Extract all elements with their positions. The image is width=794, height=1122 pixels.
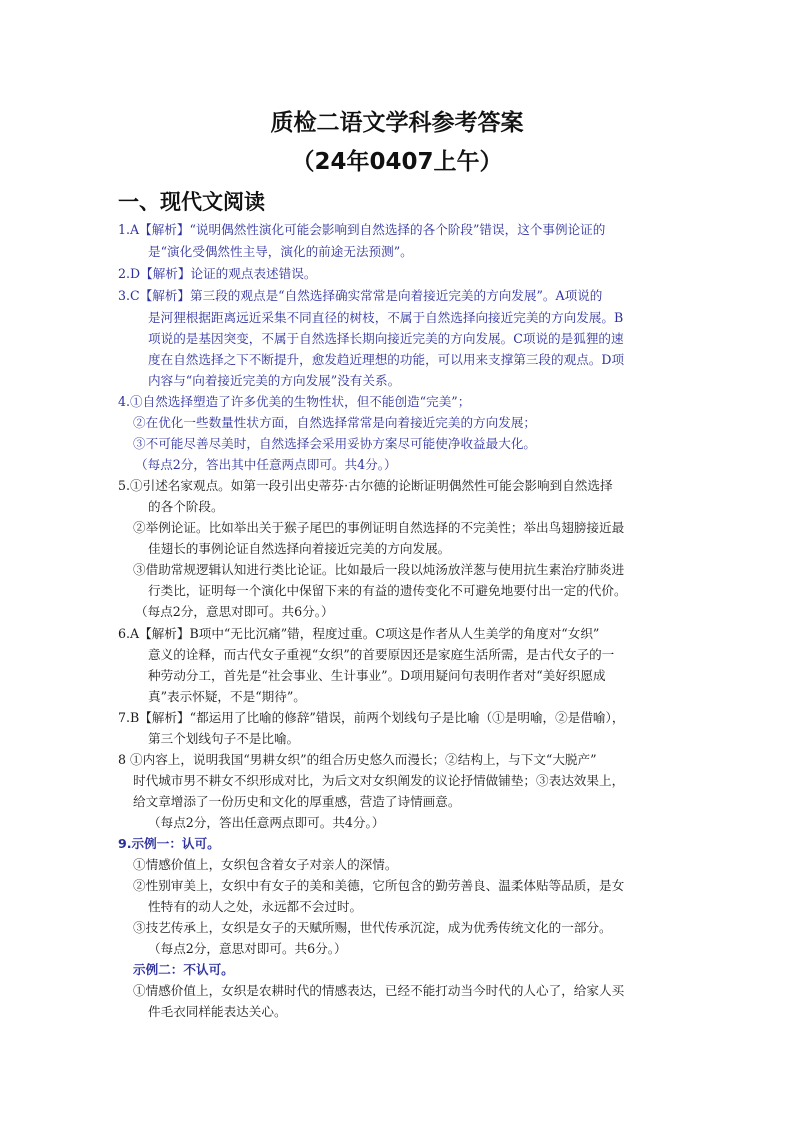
- answer-line-q4-point: ②在优化一些数量性状方面，自然选择常常是向着接近完美的方向发展；: [133, 415, 536, 430]
- answer-line-q5-score: （每点2分，意思对即可。共6分。）: [135, 604, 334, 619]
- answer-line-q9-cont: 件毛衣同样能表达关心。: [148, 1004, 287, 1019]
- answer-line-q8: 8 ①内容上，说明我国“男耕女织”的组合历史悠久而漫长；②结构上，与下文“大脱产”: [118, 752, 597, 767]
- answer-line-q7: 7.B【解析】“都运用了比喻的修辞”错误，前两个划线句子是比喻（①是明喻，②是借喻），: [118, 710, 625, 725]
- answer-line-q3-cont: 度在自然选择之下不断提升，愈发趋近理想的功能，可以用来支撑第三段的观点。D项: [148, 352, 625, 367]
- answer-line-q6-cont: 意义的诠释，而古代女子重视“女织”的首要原因还是家庭生活所需，是古代女子的一: [148, 647, 615, 662]
- answer-line-q4-point: ③不可能尽善尽美时，自然选择会采用妥协方案尽可能使净收益最大化。: [133, 436, 536, 451]
- answer-line-q9-point: ②性别审美上，女织中有女子的美和美德，它所包含的勤劳善良、温柔体贴等品质，是女: [133, 878, 625, 893]
- answer-line-q9-point: ①情感价值上，女织包含着女子对亲人的深情。: [133, 857, 398, 872]
- answer-line-q3-cont: 项说的是基因突变，不属于自然选择长期向接近完美的方向发展。C项说的是狐狸的速: [148, 331, 624, 346]
- answer-line-q9-example1: 9.示例一：认可。: [118, 836, 220, 851]
- answer-line-q4-score: （每点2分，答出其中任意两点即可。共4分。）: [135, 457, 397, 472]
- answer-line-q4: 4.①自然选择塑造了许多优美的生物性状，但不能创造“完美”；: [118, 394, 471, 409]
- answer-line-q9-point: ①情感价值上，女织是农耕时代的情感表达，已经不能打动当今时代的人心了，给家人买: [133, 983, 625, 998]
- answer-line-q3-cont: 是河狸根据距离远近采集不同直径的树枝，不属于自然选择向接近完美的方向发展。B: [148, 310, 624, 325]
- answer-line-q6: 6.A【解析】B项中“无比沉痛”错，程度过重。C项这是作者从人生美学的角度对“女织”: [118, 626, 600, 641]
- answer-line-q8-score: （每点2分，答出任意两点即可。共4分。）: [148, 815, 385, 830]
- answer-line-q8-cont: 给文章增添了一份历史和文化的厚重感，营造了诗情画意。: [133, 794, 461, 809]
- answer-line-q9-score: （每点2分，意思对即可。共6分。）: [148, 941, 347, 956]
- answer-line-q6-cont: 种劳动分工，首先是“社会事业、生计事业”。D项用疑问句表明作者对“美好织愿成: [148, 668, 606, 683]
- answer-line-q3-cont: 内容与“向着接近完美的方向发展”没有关系。: [148, 373, 401, 388]
- answer-line-q7-cont: 第三个划线句子不是比喻。: [148, 731, 300, 746]
- page-subtitle: （24年0407上午）: [291, 149, 503, 175]
- answer-line-q5-cont: 的各个阶段。: [148, 499, 224, 514]
- answer-line-q1-cont: 是“演化受偶然性主导，演化的前途无法预测”。: [148, 244, 413, 259]
- answer-line-q2: 2.D【解析】论证的观点表述错误。: [118, 266, 317, 281]
- answer-line-q5: 5.①引述名家观点。如第一段引出史蒂芬·古尔德的论断证明偶然性可能会影响到自然选择: [118, 478, 613, 493]
- page-title: 质检二语文学科参考答案: [270, 110, 524, 136]
- answer-line-q5-point: ③借助常规逻辑认知进行类比论证。比如最后一段以炖汤放洋葱与使用抗生素治疗肺炎进: [133, 562, 625, 577]
- answer-line-q5-cont: 行类比，证明每一个演化中保留下来的有益的遗传变化不可避免地要付出一定的代价。: [148, 583, 627, 598]
- answer-line-q9-point: ③技艺传承上，女织是女子的天赋所赐，世代传承沉淀，成为优秀传统文化的一部分。: [133, 920, 612, 935]
- section-heading: 一、现代文阅读: [118, 190, 265, 214]
- answer-line-q9-cont: 性特有的动人之处，永远都不会过时。: [148, 899, 363, 914]
- answer-line-q6-cont: 真”表示怀疑，不是“期待”。: [148, 689, 306, 704]
- answer-line-q1: 1.A【解析】“说明偶然性演化可能会影响到自然选择的各个阶段”错误，这个事例论证的: [118, 222, 606, 237]
- answer-line-q3: 3.C【解析】第三段的观点是“自然选择确实常常是向着接近完美的方向发展”。A项说的: [118, 288, 603, 303]
- answer-line-q5-point: ②举例论证。比如举出关于猴子尾巴的事例证明自然选择的不完美性；举出鸟翅膀接近最: [133, 520, 625, 535]
- answer-line-q9-example2: 示例二：不认可。: [133, 962, 234, 977]
- answer-line-q5-cont: 佳翅长的事例论证自然选择向着接近完美的方向发展。: [148, 541, 451, 556]
- answer-line-q8-cont: 时代城市男不耕女不织形成对比，为后文对女织阐发的议论抒情做铺垫；③表达效果上，: [133, 773, 625, 788]
